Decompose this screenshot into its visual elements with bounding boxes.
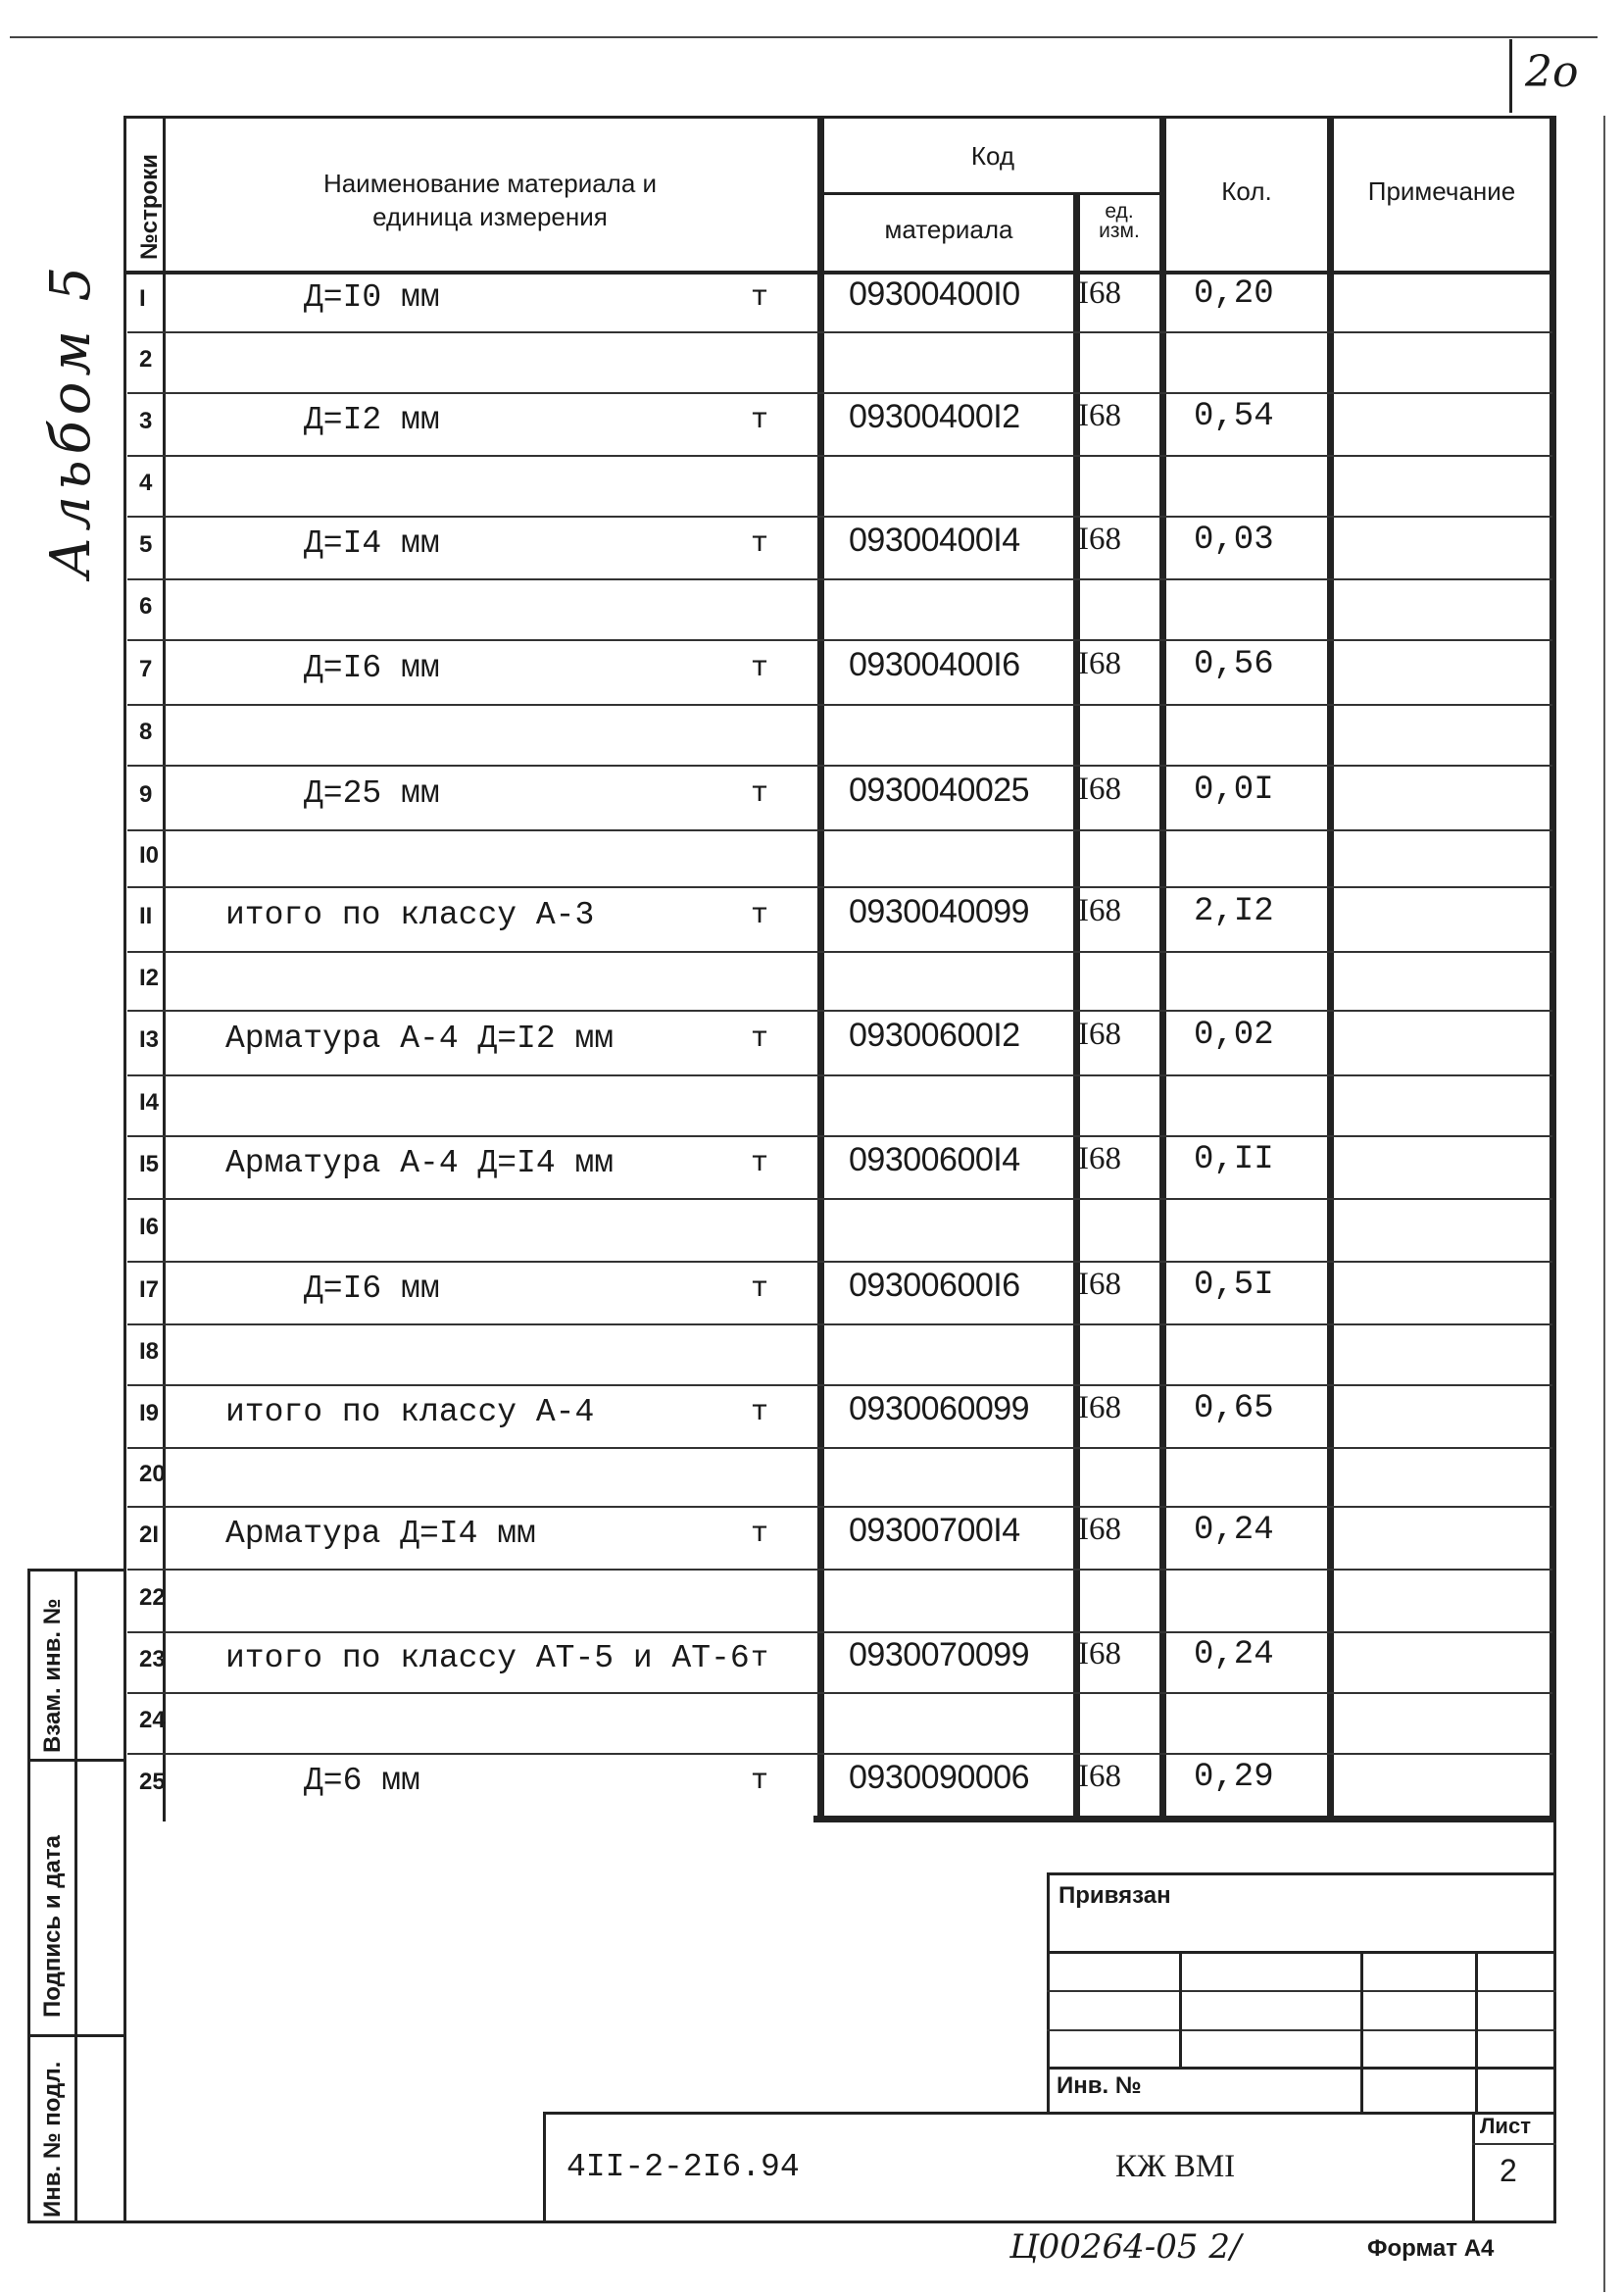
quantity: 0,II [1194, 1141, 1274, 1178]
row-number: 4 [139, 470, 153, 496]
material-code: 09300400I6 [849, 646, 1020, 683]
unit-of-measure: т [751, 777, 769, 811]
quantity: 0,20 [1194, 275, 1274, 313]
row-separator [127, 578, 1552, 580]
row-separator [127, 455, 1552, 457]
unit-of-measure: т [751, 1518, 769, 1551]
row-number: 2I [139, 1522, 160, 1548]
col-divider-code-ed [1073, 194, 1080, 1821]
row-separator [127, 1135, 1552, 1137]
unit-of-measure: т [751, 1642, 769, 1675]
table-bottom-rule [813, 1816, 1556, 1822]
stamp-sheet-divider [1472, 2112, 1475, 2223]
stamp-sheet-label: Лист [1480, 2114, 1531, 2138]
unit-of-measure: т [751, 1765, 769, 1798]
quantity: 0,02 [1194, 1017, 1274, 1054]
stamp-rule-d [1047, 2067, 1556, 2070]
material-code: 09300600I4 [849, 1141, 1020, 1178]
unit-of-measure: т [751, 1396, 769, 1429]
row-number: II [139, 903, 153, 929]
row-number: I8 [139, 1338, 160, 1365]
table-right-border [1550, 116, 1556, 1821]
material-name: Д=25 мм [304, 775, 440, 812]
unit-code: I68 [1078, 1267, 1121, 1302]
row-separator [127, 886, 1552, 888]
side-label-sign-date: Подпись и дата [39, 1835, 66, 2018]
row-number: I2 [139, 965, 160, 991]
unit-code: I68 [1078, 893, 1121, 928]
row-number: I5 [139, 1151, 160, 1177]
row-separator [127, 765, 1552, 767]
material-name: Арматура Д=I4 мм [225, 1516, 536, 1552]
row-separator [127, 1692, 1552, 1694]
material-code: 09300400I2 [849, 398, 1020, 435]
header-name-line2: единица измерения [372, 202, 608, 231]
material-code: 0930060099 [849, 1390, 1030, 1427]
header-name [167, 167, 813, 233]
album-label: Альбом 5 [39, 260, 103, 578]
row-number: 3 [139, 408, 153, 434]
stamp-sheet-rule [1472, 2143, 1556, 2145]
col-divider-qty-note [1327, 116, 1334, 1821]
header-bottom-rule [123, 271, 1556, 274]
stamp-rule-b [1047, 1990, 1556, 1992]
unit-code: I68 [1078, 646, 1121, 681]
stamp-inv-no-label: Инв. № [1057, 2072, 1142, 2099]
row-separator [127, 1074, 1552, 1076]
header-material: материала [884, 215, 1013, 244]
material-name: Д=I2 мм [304, 402, 440, 438]
row-number: 2 [139, 346, 153, 373]
material-code: 09300400I0 [849, 275, 1020, 313]
row-separator [127, 331, 1552, 333]
row-separator [127, 1198, 1552, 1200]
row-number: I0 [139, 842, 160, 869]
row-separator [127, 1447, 1552, 1449]
header-note: Примечание [1367, 176, 1516, 206]
row-number: I9 [139, 1400, 160, 1426]
quantity: 0,24 [1194, 1512, 1274, 1549]
row-number: 25 [139, 1769, 166, 1795]
quantity: 0,5I [1194, 1267, 1274, 1304]
row-separator [127, 392, 1552, 394]
row-number: 22 [139, 1584, 166, 1611]
right-edge-line [1603, 116, 1605, 2292]
row-separator [127, 1261, 1552, 1263]
header-row-number-text: №строки [136, 154, 163, 260]
side-label-vzam-inv: Взам. инв. № [39, 1598, 66, 1753]
side-stamp-divider [74, 1569, 77, 2223]
unit-code: I68 [1078, 398, 1121, 433]
material-name: Арматура А-4 Д=I2 мм [225, 1021, 615, 1057]
footer-handwritten-number: Ц00264-05 2/ [1009, 2227, 1242, 2267]
quantity: 0,0I [1194, 772, 1274, 809]
row-number: I6 [139, 1214, 160, 1240]
material-name: итого по классу АТ-5 и АТ-6 [225, 1640, 750, 1676]
quantity: 0,56 [1194, 646, 1274, 683]
row-number: 5 [139, 531, 153, 558]
stamp-rule-a [1047, 1951, 1556, 1954]
unit-of-measure: т [751, 1272, 769, 1306]
stamp-vline-2 [1360, 1951, 1363, 2112]
material-name: Д=I6 мм [304, 1271, 440, 1307]
unit-code: I68 [1078, 1390, 1121, 1425]
material-code: 09300600I6 [849, 1267, 1020, 1304]
material-name: итого по классу А-3 [225, 897, 595, 933]
material-name: Д=6 мм [304, 1763, 420, 1799]
header-qty: Кол. [1221, 176, 1272, 206]
stamp-doc-mark: КЖ ВМI [1115, 2149, 1236, 2184]
row-separator [127, 829, 1552, 831]
top-border-line [10, 36, 1598, 38]
row-separator [127, 516, 1552, 518]
quantity: 0,54 [1194, 398, 1274, 435]
row-number: 9 [139, 781, 153, 808]
header-row-number [123, 118, 167, 271]
header-unit-line1: ед. [1105, 200, 1134, 223]
unit-of-measure: т [751, 281, 769, 315]
unit-of-measure: т [751, 1147, 769, 1180]
quantity: 0,29 [1194, 1759, 1274, 1796]
row-number: I3 [139, 1026, 160, 1053]
header-code: Код [970, 141, 1015, 171]
col-divider-code-left [817, 116, 824, 1821]
material-name: итого по классу А-4 [225, 1394, 595, 1430]
row-separator [127, 639, 1552, 641]
material-code: 0930070099 [849, 1636, 1030, 1673]
row-separator [127, 704, 1552, 706]
row-number: I4 [139, 1089, 160, 1116]
code-subheader-rule [821, 192, 1162, 195]
unit-of-measure: т [751, 527, 769, 561]
row-number: I [139, 285, 146, 312]
material-name: Д=I4 мм [304, 525, 440, 562]
col-divider-ed-qty [1159, 116, 1166, 1821]
material-code: 0930090006 [849, 1759, 1030, 1796]
row-number: 8 [139, 719, 153, 745]
quantity: 2,I2 [1194, 893, 1274, 930]
footer-format: Формат А4 [1367, 2235, 1495, 2262]
row-number: 23 [139, 1646, 166, 1672]
stamp-vline-1 [1179, 1951, 1182, 2067]
side-stamp-rule-2 [27, 2034, 123, 2037]
unit-code: I68 [1078, 1512, 1121, 1547]
stamp-privyazan-label: Привязан [1058, 1882, 1171, 1909]
quantity: 0,03 [1194, 522, 1274, 559]
row-number: 7 [139, 656, 153, 682]
unit-code: I68 [1078, 275, 1121, 311]
unit-code: I68 [1078, 522, 1121, 557]
row-separator [127, 1384, 1552, 1386]
row-separator [127, 1010, 1552, 1012]
material-name: Арматура А-4 Д=I4 мм [225, 1145, 615, 1181]
header-unit-line2: изм. [1099, 220, 1140, 242]
row-separator [127, 951, 1552, 953]
unit-code: I68 [1078, 1141, 1121, 1176]
material-code: 0930040099 [849, 893, 1030, 930]
unit-code: I68 [1078, 1017, 1121, 1052]
header-name-line1: Наименование материала и [322, 169, 658, 198]
unit-code: I68 [1078, 772, 1121, 807]
row-separator [127, 1506, 1552, 1508]
material-code: 09300400I4 [849, 522, 1020, 559]
unit-of-measure: т [751, 899, 769, 932]
quantity: 0,65 [1194, 1390, 1274, 1427]
quantity: 0,24 [1194, 1636, 1274, 1673]
stamp-doc-code: 4II-2-2I6.94 [566, 2149, 800, 2185]
row-number: 6 [139, 593, 153, 620]
stamp-sheet-value: 2 [1500, 2153, 1517, 2188]
material-code: 09300600I2 [849, 1017, 1020, 1054]
stamp-vline-3 [1475, 1951, 1478, 2112]
stamp-rule-c [1047, 2029, 1556, 2031]
unit-of-measure: т [751, 404, 769, 437]
header-unit [1079, 202, 1159, 241]
side-stamp-rule-1 [27, 1759, 123, 1762]
row-number: I7 [139, 1276, 160, 1303]
row-separator [127, 1323, 1552, 1325]
row-separator [127, 1753, 1552, 1755]
material-code: 0930040025 [849, 772, 1030, 809]
material-name: Д=I0 мм [304, 279, 440, 316]
material-name: Д=I6 мм [304, 650, 440, 686]
row-number: 20 [139, 1461, 166, 1487]
unit-code: I68 [1078, 1636, 1121, 1671]
row-number: 24 [139, 1707, 166, 1733]
unit-of-measure: т [751, 1023, 769, 1056]
side-label-inv-podl: Инв. № подл. [39, 2061, 66, 2218]
unit-of-measure: т [751, 652, 769, 685]
unit-code: I68 [1078, 1759, 1121, 1794]
material-code: 09300700I4 [849, 1512, 1020, 1549]
sheet-corner-number: 2o [1525, 47, 1579, 97]
row-separator [127, 1569, 1552, 1571]
row-separator [127, 1631, 1552, 1633]
